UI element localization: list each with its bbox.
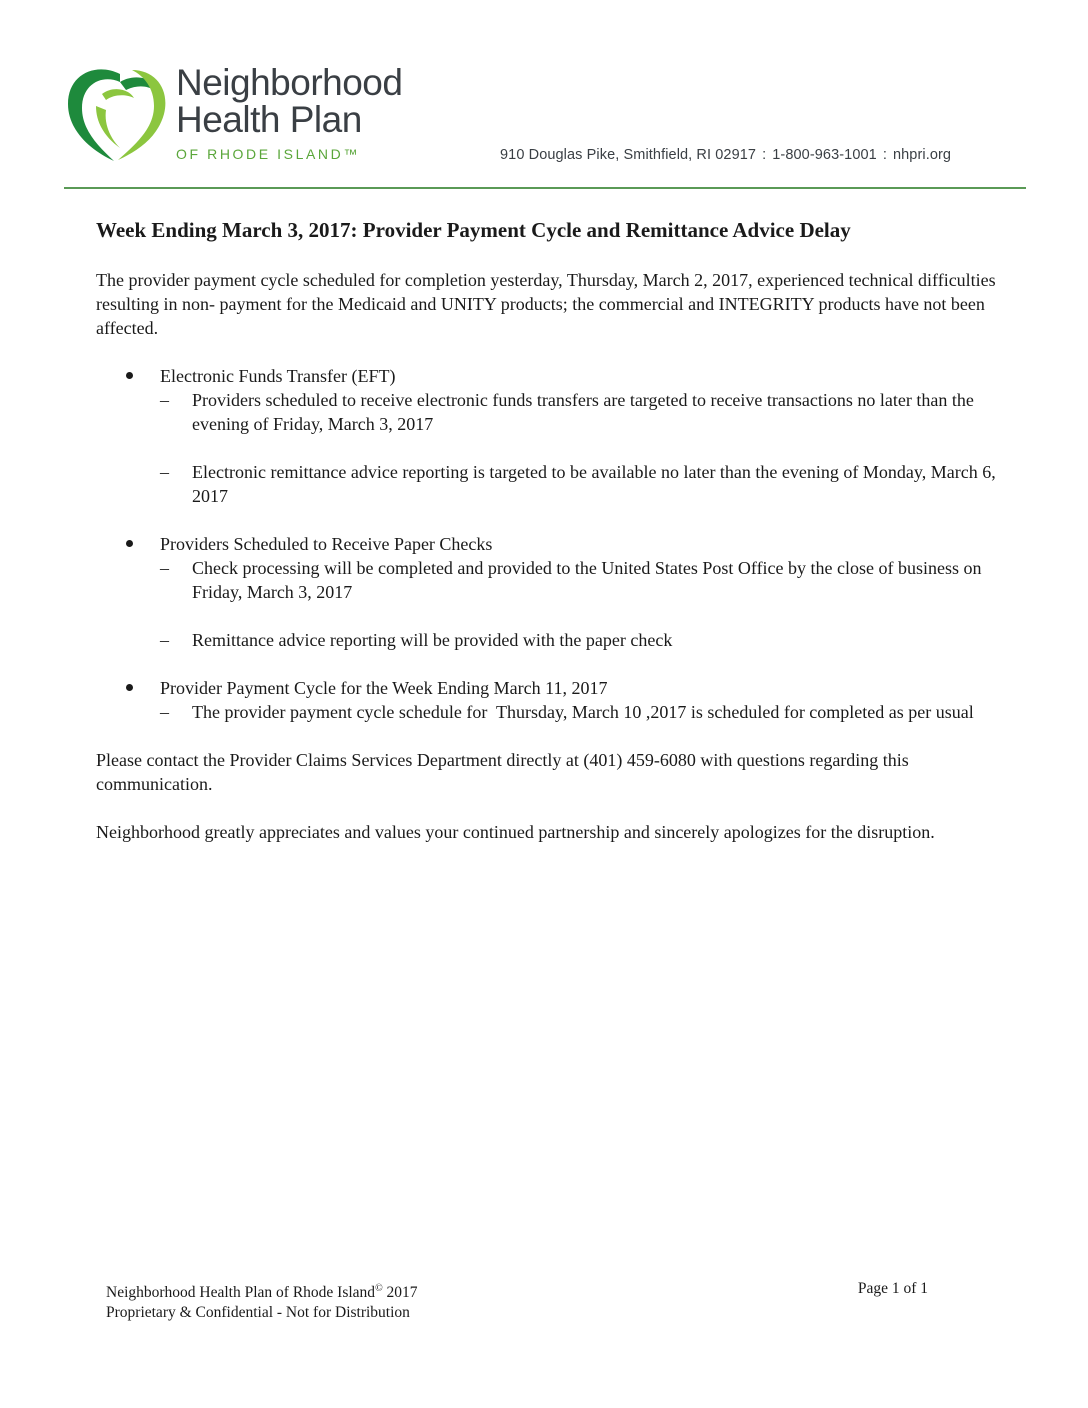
brand-name — [176, 64, 402, 138]
sub-list — [160, 556, 996, 652]
dash-icon: – — [160, 390, 169, 410]
section-paper-checks — [96, 532, 996, 652]
heart-logo-icon — [62, 60, 172, 164]
dash-icon: – — [160, 630, 169, 650]
contact-line — [500, 147, 951, 163]
sub-item — [160, 628, 996, 652]
bullet-icon — [126, 372, 133, 379]
document-body — [96, 216, 996, 868]
brand-line-2: Health Plan — [176, 99, 362, 140]
phone: 1-800-963-1001 — [772, 147, 877, 163]
sub-item — [160, 388, 996, 436]
dash-icon: – — [160, 702, 169, 722]
address: 910 Douglas Pike, Smithfield, RI 02917 — [500, 147, 757, 163]
sub-item-text: Check processing will be completed and provided to the United States Post Office by the close of business on Friday, March 3, 2017 — [192, 558, 982, 602]
brand-subtitle: OF RHODE ISLAND™ — [176, 146, 360, 162]
footer-year: 2017 — [382, 1284, 418, 1302]
dash-icon: – — [160, 462, 169, 482]
sub-item — [160, 556, 996, 604]
sub-item — [160, 460, 996, 508]
copyright-mark: © — [375, 1283, 383, 1294]
sub-item-text: Electronic remittance advice reporting is targeted to be available no later than the evening of Monday, March 6, 2017 — [192, 462, 996, 506]
sub-item-text: Remittance advice reporting will be provided with the paper check — [192, 630, 673, 650]
footer-line-1 — [106, 1279, 928, 1303]
bullet-list — [96, 364, 996, 724]
section-heading: Provider Payment Cycle for the Week Ending March 11, 2017 — [160, 678, 608, 698]
footer-line-2: Proprietary & Confidential - Not for Distribution — [106, 1304, 410, 1322]
bullet-icon — [126, 540, 133, 547]
contact-paragraph: Please contact the Provider Claims Services Department directly at (401) 459-6080 with questions regarding this communication. — [96, 750, 909, 794]
bullet-icon — [126, 684, 133, 691]
page-footer — [106, 1279, 928, 1323]
brand-line-1: Neighborhood — [176, 62, 403, 103]
separator: : — [882, 147, 887, 163]
document-title: Week Ending March 3, 2017: Provider Payment Cycle and Remittance Advice Delay — [96, 218, 851, 242]
website: nhpri.org — [892, 147, 952, 163]
section-heading: Electronic Funds Transfer (EFT) — [160, 366, 396, 386]
sub-item — [160, 700, 996, 724]
header-rule — [64, 187, 1026, 189]
sub-item-text: The provider payment cycle schedule for Thursday, March 10 ,2017 is scheduled for completed as per usual — [192, 702, 974, 722]
intro-paragraph: The provider payment cycle scheduled for completion yesterday, Thursday, March 2, 2017, experienced technical difficulties resulting in non- payment for the Medicaid and UNITY products; the commercial and INTEGRITY products have not been affected. — [96, 270, 996, 338]
sub-list — [160, 700, 996, 724]
page-number: Page 1 of 1 — [857, 1280, 928, 1297]
sub-list — [160, 388, 996, 508]
closing-paragraph: Neighborhood greatly appreciates and values your continued partnership and sincerely apologizes for the disruption. — [96, 822, 935, 842]
separator: : — [762, 147, 767, 163]
dash-icon: – — [160, 558, 169, 578]
footer-org: Neighborhood Health Plan of Rhode Island — [106, 1284, 376, 1302]
letterhead — [0, 0, 1088, 200]
sub-item-text: Providers scheduled to receive electronic funds transfers are targeted to receive transactions no later than the evening of Friday, March 3, 2017 — [192, 390, 974, 434]
section-heading: Providers Scheduled to Receive Paper Checks — [160, 534, 493, 554]
section-eft — [96, 364, 996, 508]
section-payment-cycle — [96, 676, 996, 724]
